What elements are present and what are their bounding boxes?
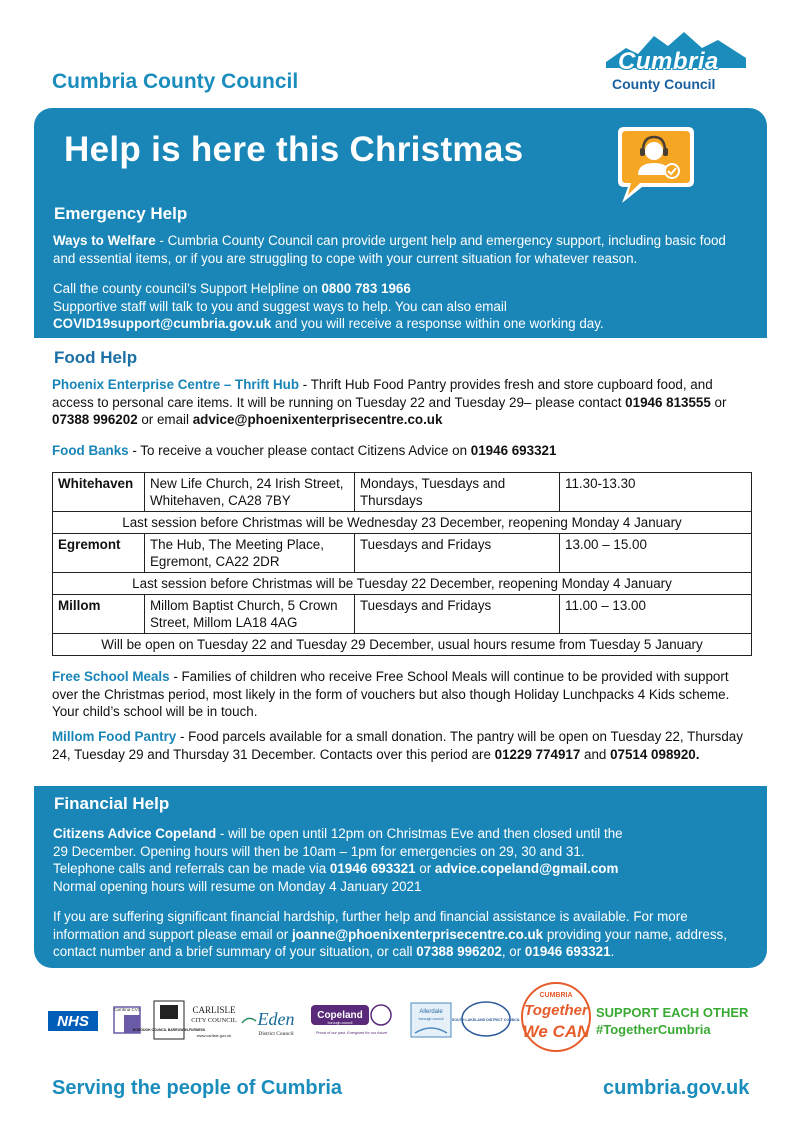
covid-support-email[interactable]: COVID19support@cumbria.gov.uk: [53, 316, 272, 332]
south-lakeland-text: SOUTH LAKELAND DISTRICT COUNCIL: [451, 1018, 521, 1022]
copeland-text-3: Proud of our past. Energised for our future.: [315, 1031, 389, 1035]
cvs-text: Cumbria CVS: [113, 1007, 141, 1012]
table-cell: Whitehaven: [53, 473, 145, 512]
allerdale-text-1: Allerdale: [419, 1009, 443, 1015]
allerdale-text-2: borough council: [418, 1017, 444, 1021]
emergency-help-title: Emergency Help: [54, 204, 188, 223]
table-cell: Egremont: [53, 534, 145, 573]
ways-to-welfare-lead: Ways to Welfare: [53, 233, 156, 248]
citizens-advice-phone[interactable]: 01946 693321: [470, 443, 557, 458]
eden-logo: [242, 1009, 294, 1037]
free-school-meals-paragraph: Free School Meals - Families of children who receive Free School Meals will continue to be provided with support over the Christmas period, most likely in the form of vouchers but also though Holiday Lunchpacks 4 Kids scheme. Your child’s school will be in touch.: [52, 669, 730, 720]
south-lakeland-logo: [452, 1002, 521, 1036]
together-text-2: Together: [524, 1002, 588, 1019]
footer-tagline: Serving the people of Cumbria: [52, 1077, 343, 1099]
helpline-headset-icon: [608, 125, 698, 205]
council-name: Cumbria County Council: [52, 70, 299, 93]
carlisle-text-3: www.carlisle.gov.uk: [196, 1033, 232, 1038]
copeland-text-2: borough council: [327, 1021, 353, 1025]
carlisle-text-2: CITY COUNCIL: [191, 1017, 237, 1024]
table-cell: Millom: [53, 595, 145, 634]
hardship-paragraph: If you are suffering significant financial hardship, further help and financial assistance is available. For more information and support please email or joanne@phoenixenterprisecentre.co.uk providing your name, address, contact number and a brief summary of your situation, or call 07388 996202, or 01946 693321.: [53, 909, 727, 960]
table-row: [53, 595, 752, 634]
phoenix-email[interactable]: advice@phoenixenterprisecentre.co.uk: [192, 412, 443, 428]
footer-website-link[interactable]: cumbria.gov.uk: [603, 1077, 750, 1099]
food-help-title: Food Help: [54, 348, 138, 367]
support-each-other-logo: [596, 1005, 749, 1037]
table-cell: Millom Baptist Church, 5 Crown Street, Millom LA18 4AG: [145, 595, 355, 634]
logo-subtitle: County Council: [612, 76, 716, 92]
food-banks-paragraph: Food Banks - To receive a voucher please contact Citizens Advice on 01946 693321: [52, 443, 557, 458]
carlisle-logo: [191, 1005, 236, 1038]
table-note: Last session before Christmas will be Tuesday 22 December, reopening Monday 4 January: [53, 573, 752, 595]
table-cell: Tuesdays and Fridays: [355, 534, 560, 573]
table-row: [53, 534, 752, 573]
table-row: [53, 473, 752, 512]
pantry-phone-2[interactable]: 07514 098920.: [610, 746, 700, 762]
together-text-3: We CAN: [522, 1022, 590, 1041]
logo-wordmark: Cumbria: [618, 48, 719, 75]
table-cell: 11.00 – 13.00: [560, 595, 752, 634]
copeland-logo: [311, 1005, 391, 1035]
partner-logos: [34, 975, 767, 1055]
cumbria-logo[interactable]: [606, 28, 746, 98]
food-help-section: [34, 338, 767, 786]
helpline-text: Call the county council’s Support Helpline on 0800 783 1966 Supportive staff will talk to you and suggest ways to help. You can also email COVID19support@cumbria.gov.uk and you will receive a response within one working day.: [53, 281, 604, 332]
table-cell: Tuesdays and Fridays: [355, 595, 560, 634]
eden-text-2: District Council: [258, 1031, 294, 1037]
table-row: [53, 634, 752, 656]
table-cell: 11.30-13.30: [560, 473, 752, 512]
ca-email[interactable]: advice.copeland@gmail.com: [434, 861, 619, 877]
ca-phone[interactable]: 01946 693321: [329, 861, 416, 877]
eden-text-1: Eden: [257, 1009, 295, 1029]
table-cell: 13.00 – 15.00: [560, 534, 752, 573]
citizens-advice-paragraph: Citizens Advice Copeland - will be open until 12pm on Christmas Eve and then closed until the 29 December. Opening hours will then be 10am – 1pm for emergencies on 29, 30 and 31. Telephone calls and referrals can be made via 01946 693321 or advice.copeland@gmail.com Normal opening hours will resume on Monday 4 January 2021: [53, 826, 623, 894]
page-title: Help is here this Christmas: [64, 130, 524, 169]
together-text-1: CUMBRIA: [539, 992, 573, 999]
phoenix-phone-2[interactable]: 07388 996202: [52, 412, 138, 428]
nhs-logo: [48, 1011, 98, 1031]
food-banks-table: [52, 472, 752, 656]
phoenix-phone-1[interactable]: 01946 813555: [625, 394, 711, 410]
hardship-email[interactable]: joanne@phoenixenterprisecentre.co.uk: [291, 926, 544, 942]
support-text-1: SUPPORT EACH OTHER: [596, 1005, 749, 1020]
copeland-text-1: Copeland: [317, 1010, 363, 1021]
table-row: [53, 573, 752, 595]
table-cell: Mondays, Tuesdays and Thursdays: [355, 473, 560, 512]
table-cell: The Hub, The Meeting Place, Egremont, CA22 2DR: [145, 534, 355, 573]
allerdale-logo: [411, 1003, 451, 1037]
barrow-text: BOROUGH COUNCIL BARROW-IN-FURNESS: [132, 1028, 206, 1032]
table-note: Will be open on Tuesday 22 and Tuesday 29 December, usual hours resume from Tuesday 5 January: [53, 634, 752, 656]
together-we-can-logo: [522, 983, 590, 1051]
ways-to-welfare-text: Ways to Welfare - Cumbria County Council can provide urgent help and emergency support, including basic food and essential items, or if you are struggling to cope with your current situation for whatever reason.: [53, 233, 726, 266]
hardship-phone-1[interactable]: 07388 996202: [416, 944, 502, 960]
table-cell: New Life Church, 24 Irish Street, Whitehaven, CA28 7BY: [145, 473, 355, 512]
carlisle-text-1: CARLISLE: [192, 1005, 236, 1015]
nhs-text: NHS: [57, 1013, 89, 1030]
phoenix-paragraph: Phoenix Enterprise Centre – Thrift Hub - Thrift Hub Food Pantry provides fresh and store cupboard food, and access to personal care items. It will be running on Tuesday 22 and Tuesday 29– please contact 01946 813555 or 07388 996202 or email advice@phoenixenterprisecentre.co.uk: [52, 377, 727, 428]
support-text-2: #TogetherCumbria: [596, 1022, 711, 1037]
hardship-phone-2[interactable]: 01946 693321: [524, 944, 611, 960]
table-row: [53, 512, 752, 534]
financial-help-title: Financial Help: [54, 794, 170, 813]
millom-pantry-paragraph: Millom Food Pantry - Food parcels available for a small donation. The pantry will be open on Tuesday 22, Thursday 24, Tuesday 29 and Thursday 31 December. Contacts over this period are 01229 774917 and 07514 098920.: [52, 729, 743, 762]
pantry-phone-1[interactable]: 01229 774917: [494, 746, 581, 762]
main-panel: [34, 108, 767, 968]
helpline-phone[interactable]: 0800 783 1966: [321, 281, 411, 296]
table-note: Last session before Christmas will be Wednesday 23 December, reopening Monday 4 January: [53, 512, 752, 534]
